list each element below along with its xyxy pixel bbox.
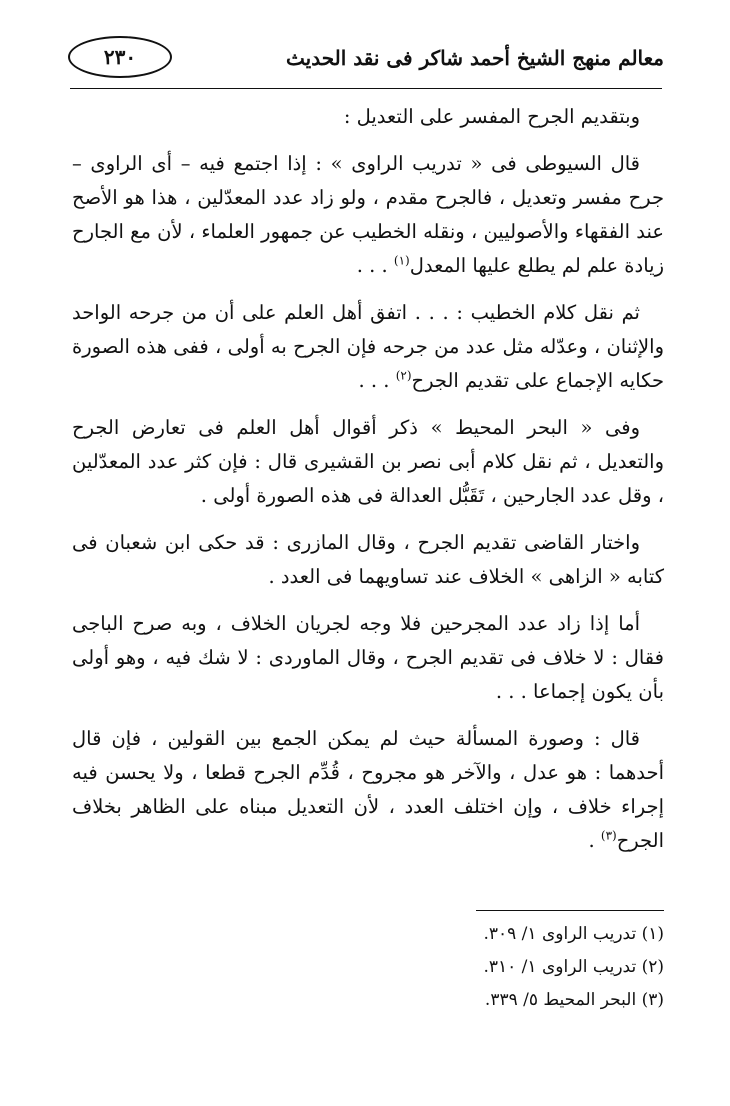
paragraph (72, 411, 664, 513)
page-number: ٢٣٠ (68, 36, 172, 78)
paragraph (72, 722, 664, 858)
footnote-marker: (٣) (600, 828, 617, 843)
paragraph-text: وفى « البحر المحيط » ذكر أقوال أهل العلم فى تعارض الجرح والتعديل ، ثم نقل كلام أبى نصر بن القشيرى قال : فإن كثر عدد المعدّلين ، وقل عدد الجارحين ، تَقَبُّل العدالة فى هذه الصورة أولى . (72, 416, 664, 507)
paragraph (72, 526, 664, 594)
paragraph-tail: . . . (358, 369, 396, 392)
page-header (68, 36, 664, 86)
paragraph (72, 607, 664, 709)
paragraph-text: واختار القاضى تقديم الجرح ، وقال المازرى : قد حكى ابن شعبان فى كتابه « الزاهى » الخلاف عند تساويهما فى العدد . (72, 531, 664, 588)
paragraph (72, 296, 664, 398)
main-text (72, 100, 664, 871)
paragraph-tail: . (588, 829, 601, 852)
paragraph (72, 147, 664, 283)
paragraph-text: قال السيوطى فى « تدريب الراوى » : إذا اجتمع فيه – أى الراوى – جرح مفسر وتعديل ، فالجرح مقدم ، ولو زاد عدد المعدّلين ، هذا هو الأصح عند الفقهاء والأصوليين ، ونقله الخطيب عن جمهور العلماء ، لأن مع الجارح زيادة علم لم يطلع عليها المعدل (72, 152, 664, 277)
footnote-marker: (١) (393, 253, 410, 268)
header-divider (70, 88, 662, 89)
paragraph (72, 100, 664, 134)
footnote: (٣) البحر المحيط ٥/ ٣٣٩. (484, 990, 664, 1010)
paragraph-text: أما إذا زاد عدد المجرحين فلا وجه لجريان الخلاف ، وبه صرح الباجى فقال : لا خلاف فى تقديم الجرح ، وقال الماوردى : لا شك فيه ، وهو أولى بأن يكون إجماعا . . . (72, 612, 664, 703)
footnotes (300, 918, 664, 1017)
footnote: (٢) تدريب الراوى ١/ ٣١٠. (483, 957, 664, 977)
footnote-marker: (٢) (395, 368, 412, 383)
footnote-divider (476, 910, 664, 911)
footnote: (١) تدريب الراوى ١/ ٣٠٩. (483, 924, 664, 944)
paragraph-text: قال : وصورة المسألة حيث لم يمكن الجمع بين القولين ، فإن قال أحدهما : هو عدل ، والآخر هو مجروح ، قُدِّم الجرح قطعا ، ولا يحسن فيه إجراء خلاف ، وإن اختلف العدد ، لأن التعديل مبناه على الظاهر بخلاف الجرح (72, 727, 664, 852)
paragraph-text: وبتقديم الجرح المفسر على التعديل : (343, 105, 640, 128)
paragraph-tail: . . . (356, 254, 394, 277)
running-title: معالم منهج الشيخ أحمد شاكر فى نقد الحديث (286, 46, 664, 70)
paragraph-text: ثم نقل كلام الخطيب : . . . اتفق أهل العلم على أن من جرحه الواحد والإثنان ، وعدّله مثل عدد من جرحه فإن الجرح به أولى ، ففى هذه الصورة حكايه الإجماع على تقديم الجرح (72, 301, 664, 392)
